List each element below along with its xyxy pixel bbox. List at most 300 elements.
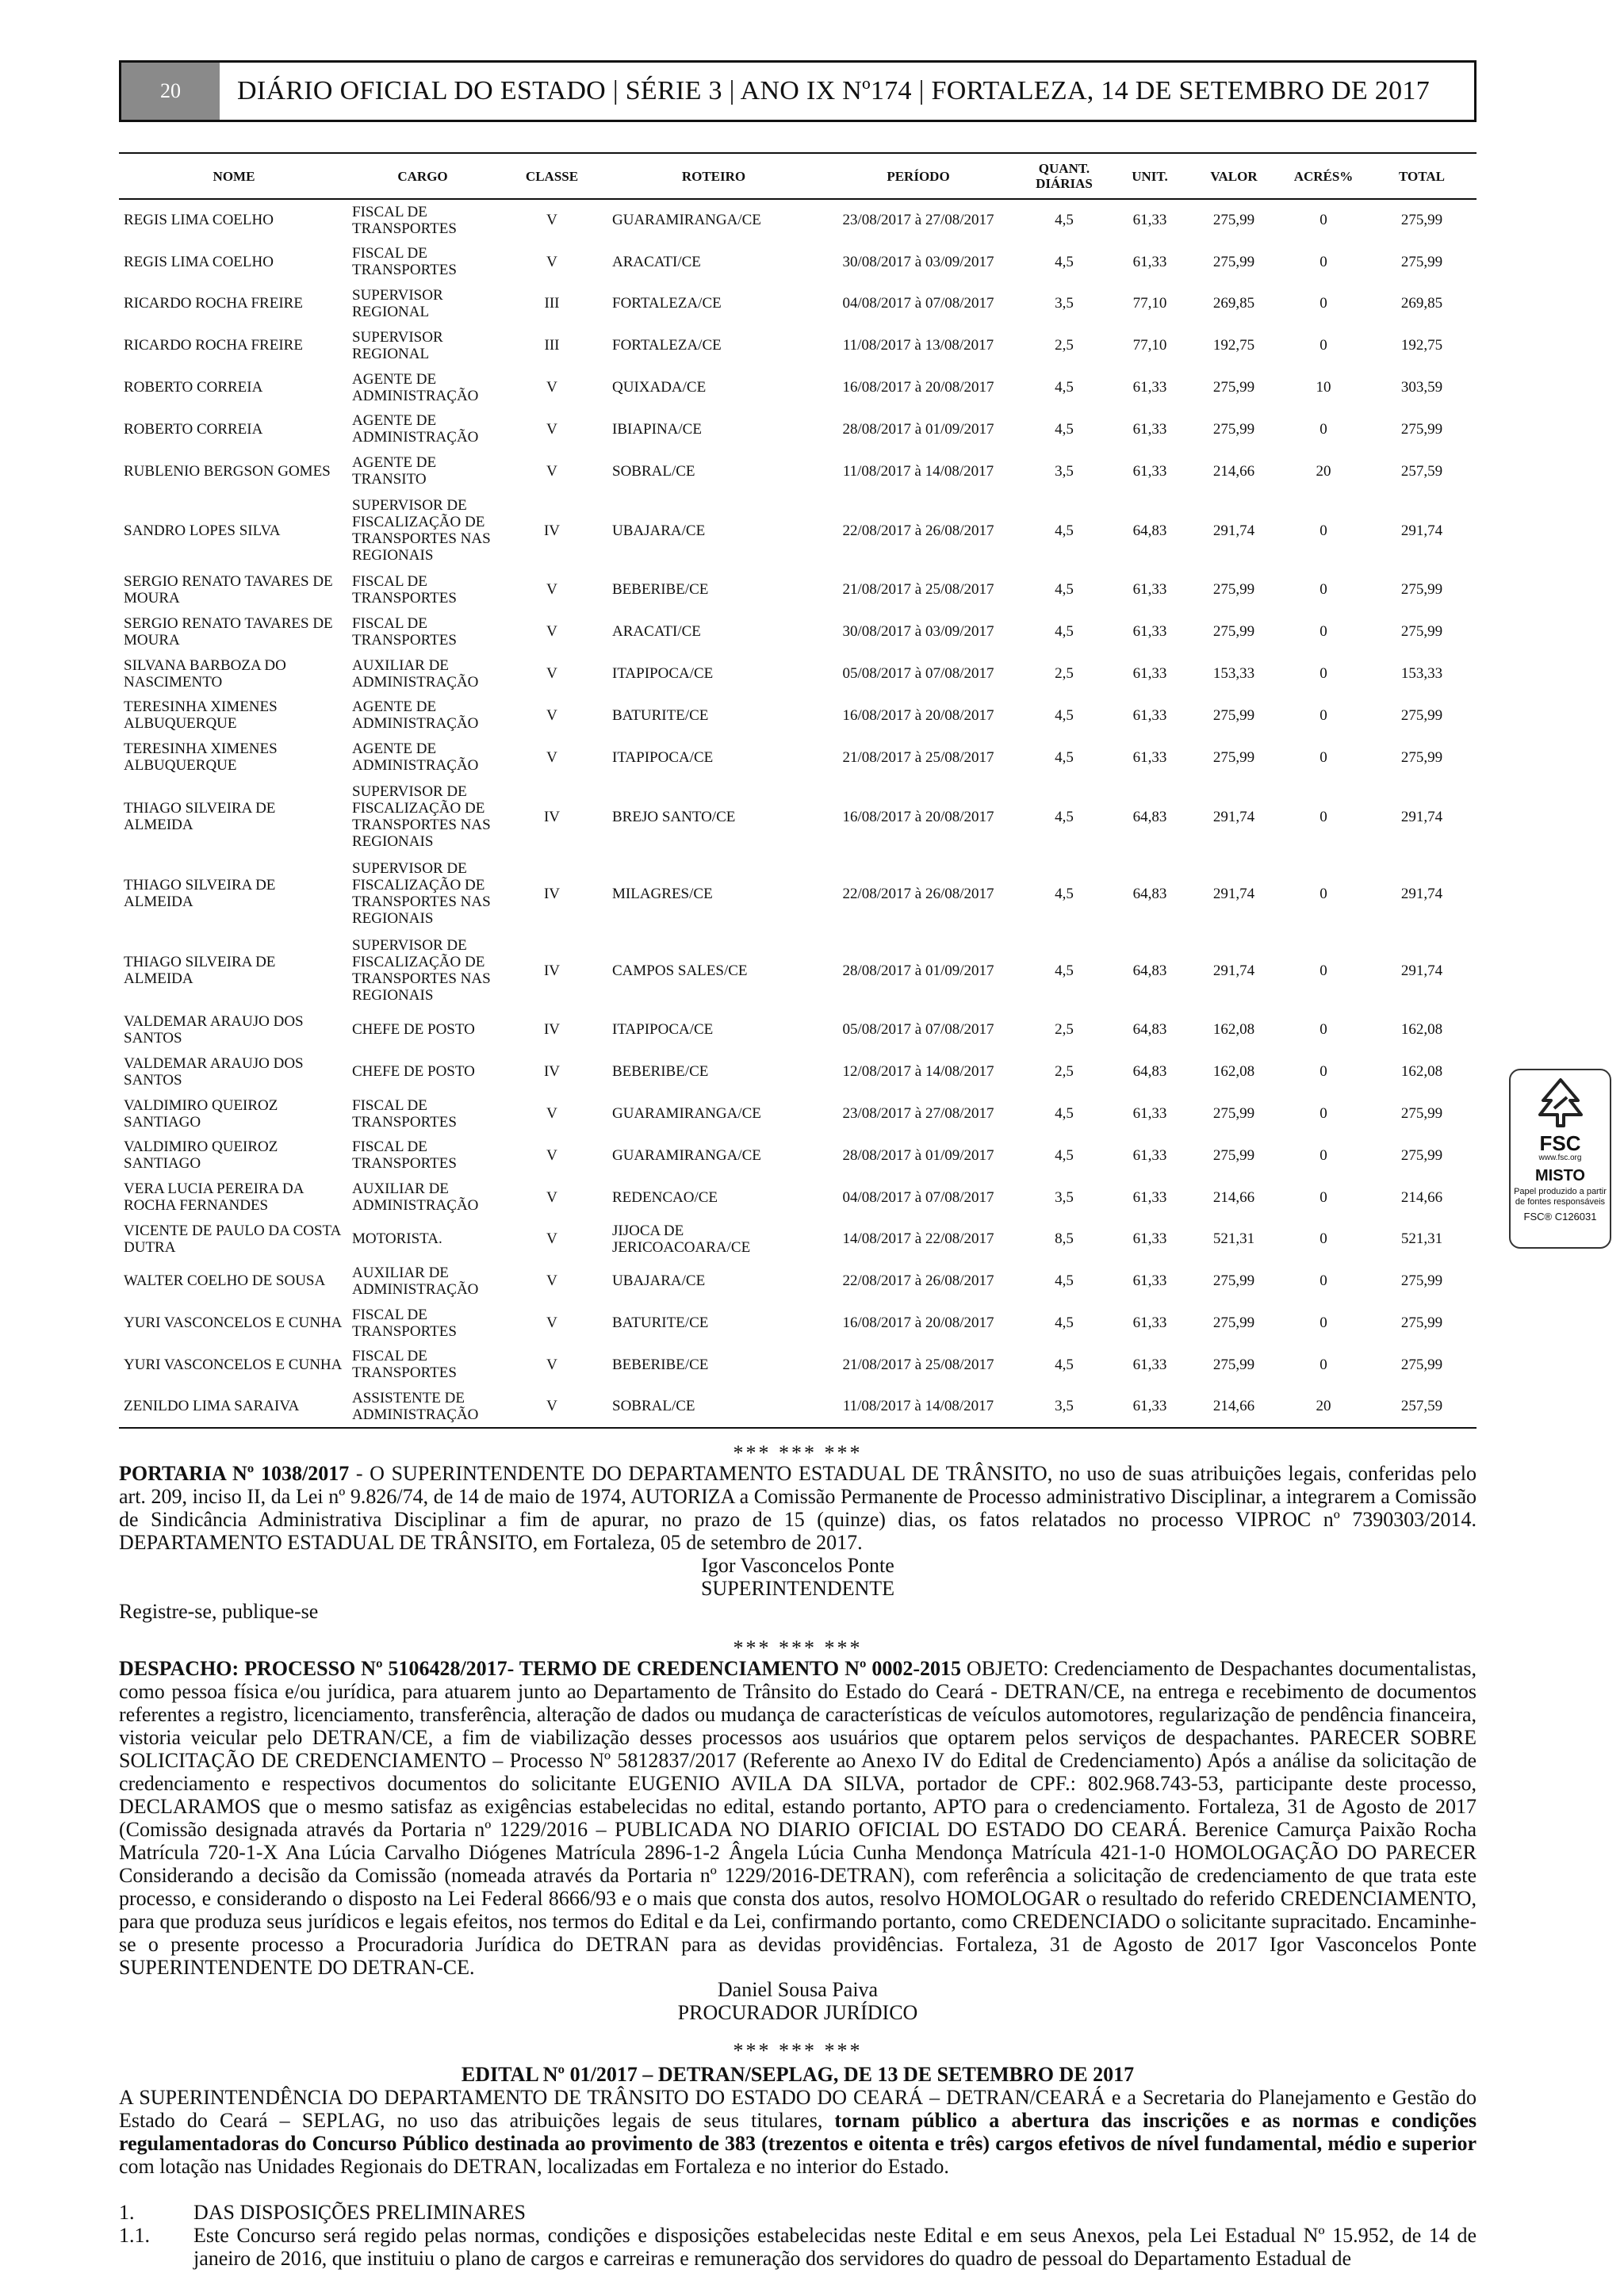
cell-roteiro: ITAPIPOCA/CE bbox=[612, 748, 714, 766]
cell-unit: 64,83 bbox=[1132, 522, 1167, 539]
cell-valor: 275,99 bbox=[1212, 1356, 1255, 1373]
col-quant: QUANT. DIÁRIAS bbox=[1017, 153, 1112, 199]
cell-nome: ROBERTO CORREIA bbox=[124, 420, 263, 438]
cell-periodo: 16/08/2017 à 20/08/2017 bbox=[842, 379, 994, 396]
cell-cargo: AGENTE DE TRANSITO bbox=[352, 454, 437, 488]
cell-valor: 214,66 bbox=[1212, 1188, 1255, 1206]
cell-nome: WALTER COELHO DE SOUSA bbox=[124, 1272, 326, 1290]
cell-cargo: AGENTE DE ADMINISTRAÇÃO bbox=[352, 412, 479, 446]
cell-unit: 77,10 bbox=[1132, 295, 1167, 312]
col-unit: UNIT. bbox=[1112, 153, 1188, 199]
cell-roteiro: IBIAPINA/CE bbox=[612, 420, 702, 438]
cell-unit: 77,10 bbox=[1132, 337, 1167, 354]
col-roteiro: ROTEIRO bbox=[607, 153, 820, 199]
cell-periodo: 22/08/2017 à 26/08/2017 bbox=[842, 885, 994, 902]
cell-valor: 275,99 bbox=[1212, 706, 1255, 724]
cell-quant: 8,5 bbox=[1055, 1230, 1074, 1248]
portaria-block bbox=[119, 1462, 1477, 1554]
cell-classe: V bbox=[546, 1230, 557, 1248]
cell-quant: 3,5 bbox=[1017, 1386, 1112, 1428]
table-row bbox=[119, 1260, 1477, 1302]
item-text: Este Concurso será regido pelas normas, condições e disposições estabelecidas neste Edital e em seus Anexos, pela Lei Estadual Nº 15.952, de 14 de janeiro de 2016, que instituiu o plano de cargos e carreiras e remuneração dos servidores do quadro de pessoal do Departamento Estadual de bbox=[193, 2224, 1477, 2270]
cell-quant: 4,5 bbox=[1055, 808, 1074, 825]
cell-quant: 4,5 bbox=[1055, 581, 1074, 599]
cell-classe: IV bbox=[543, 1021, 561, 1039]
cell-quant: 3,5 bbox=[1055, 1188, 1074, 1206]
table-row bbox=[119, 1135, 1477, 1177]
cell-roteiro: BATURITE/CE bbox=[612, 706, 709, 724]
table-row bbox=[119, 324, 1477, 366]
cell-total: 275,99 bbox=[1400, 1105, 1443, 1123]
cell-valor: 214,66 bbox=[1212, 462, 1255, 480]
cell-cargo: AUXILIAR DE ADMINISTRAÇÃO bbox=[352, 656, 479, 691]
cell-periodo: 04/08/2017 à 07/08/2017 bbox=[842, 1188, 994, 1206]
cell-periodo: 21/08/2017 à 25/08/2017 bbox=[842, 1356, 994, 1373]
cell-roteiro: BREJO SANTO/CE bbox=[612, 808, 736, 825]
cell-acres: 20 bbox=[1316, 462, 1331, 480]
cell-cargo: FISCAL DE TRANSPORTES bbox=[352, 572, 457, 607]
cell-total: 291,74 bbox=[1400, 522, 1443, 539]
cell-classe: V bbox=[546, 665, 557, 683]
cell-classe: V bbox=[546, 379, 557, 396]
cell-total: 275,99 bbox=[1400, 1146, 1443, 1164]
cell-classe: V bbox=[546, 623, 557, 641]
cell-unit: 61,33 bbox=[1132, 665, 1167, 683]
cell-periodo: 16/08/2017 à 20/08/2017 bbox=[842, 808, 994, 825]
cell-cargo: AGENTE DE ADMINISTRAÇÃO bbox=[352, 698, 479, 733]
cell-valor: 275,99 bbox=[1212, 1105, 1255, 1123]
table-row bbox=[119, 1219, 1477, 1261]
cell-roteiro: UBAJARA/CE bbox=[612, 1272, 706, 1290]
cell-valor: 275,99 bbox=[1212, 379, 1255, 396]
item-number: 1.1. bbox=[119, 2224, 150, 2247]
table-row bbox=[119, 1177, 1477, 1219]
cell-acres: 20 bbox=[1280, 1386, 1367, 1428]
cell-quant: 4,5 bbox=[1055, 706, 1074, 724]
cell-periodo: 30/08/2017 à 03/09/2017 bbox=[842, 623, 994, 641]
cell-acres: 0 bbox=[1320, 253, 1327, 270]
table-row bbox=[119, 450, 1477, 492]
item-text: DAS DISPOSIÇÕES PRELIMINARES bbox=[193, 2201, 526, 2224]
cell-valor: 521,31 bbox=[1212, 1230, 1255, 1248]
cell-nome: THIAGO SILVEIRA DE ALMEIDA bbox=[124, 877, 276, 911]
cell-valor: 291,74 bbox=[1212, 962, 1255, 979]
cell-classe: V bbox=[546, 1105, 557, 1123]
cell-classe: IV bbox=[543, 1063, 561, 1081]
cell-quant: 4,5 bbox=[1055, 885, 1074, 902]
cell-acres: 0 bbox=[1320, 748, 1327, 766]
cell-classe: III bbox=[544, 337, 560, 354]
cell-acres: 0 bbox=[1320, 295, 1327, 312]
portaria-signer: Igor Vasconcelos Ponte bbox=[701, 1554, 894, 1577]
portaria-register: Registre-se, publique-se bbox=[119, 1600, 319, 1623]
cell-nome: YURI VASCONCELOS E CUNHA bbox=[124, 1356, 343, 1373]
cell-periodo: 21/08/2017 à 25/08/2017 bbox=[842, 748, 994, 766]
cell-valor: 275,99 bbox=[1212, 1272, 1255, 1290]
cell-total: 291,74 bbox=[1400, 808, 1443, 825]
table-row bbox=[119, 408, 1477, 450]
cell-periodo: 11/08/2017 à 14/08/2017 bbox=[820, 1386, 1017, 1428]
cell-classe: IV bbox=[543, 522, 561, 539]
cell-quant: 4,5 bbox=[1055, 1356, 1074, 1373]
cell-acres: 0 bbox=[1320, 522, 1327, 539]
cell-periodo: 28/08/2017 à 01/09/2017 bbox=[842, 962, 994, 979]
cell-total: 275,99 bbox=[1400, 1314, 1443, 1332]
cell-quant: 4,5 bbox=[1055, 748, 1074, 766]
cell-acres: 0 bbox=[1320, 1105, 1327, 1123]
edital-heading-text: EDITAL Nº 01/2017 – DETRAN/SEPLAG, DE 13 DE SETEMBRO DE 2017 bbox=[461, 2063, 1135, 2086]
cell-unit: 64,83 bbox=[1132, 808, 1167, 825]
cell-cargo: AGENTE DE ADMINISTRAÇÃO bbox=[352, 740, 479, 775]
cell-quant: 2,5 bbox=[1055, 337, 1074, 354]
cell-roteiro: MILAGRES/CE bbox=[612, 885, 713, 902]
cell-nome: RICARDO ROCHA FREIRE bbox=[124, 337, 303, 354]
cell-roteiro: QUIXADA/CE bbox=[612, 379, 707, 396]
despacho-heading: DESPACHO: PROCESSO Nº 5106428/2017- TERMO DE CREDENCIAMENTO Nº 0002-2015 bbox=[119, 1657, 962, 1680]
cell-quant: 3,5 bbox=[1055, 462, 1074, 480]
cell-cargo: SUPERVISOR REGIONAL bbox=[352, 328, 443, 362]
edital-text-b: com lotação nas Unidades Regionais do DETRAN, localizadas em Fortaleza e no interior do Estado. bbox=[119, 2155, 949, 2178]
cell-quant: 4,5 bbox=[1055, 1314, 1074, 1332]
fsc-brand: FSC bbox=[1539, 1131, 1581, 1155]
separator-3: *** *** *** bbox=[733, 2039, 863, 2062]
cell-nome: SILVANA BARBOZA DO NASCIMENTO bbox=[124, 656, 286, 691]
cell-cargo: SUPERVISOR DE FISCALIZAÇÃO DE TRANSPORTES NAS REGIONAIS bbox=[352, 860, 491, 928]
cell-unit: 61,33 bbox=[1132, 420, 1167, 438]
cell-roteiro: CAMPOS SALES/CE bbox=[612, 962, 748, 979]
cell-unit: 61,33 bbox=[1132, 1230, 1167, 1248]
fsc-seal bbox=[1509, 1069, 1611, 1249]
table-row bbox=[119, 283, 1477, 325]
cell-valor: 291,74 bbox=[1212, 885, 1255, 902]
diarias-table-wrap bbox=[119, 152, 1477, 1429]
cell-quant: 2,5 bbox=[1055, 1021, 1074, 1039]
cell-cargo: FISCAL DE TRANSPORTES bbox=[352, 1348, 457, 1382]
cell-nome: YURI VASCONCELOS E CUNHA bbox=[124, 1314, 343, 1332]
cell-nome: SERGIO RENATO TAVARES DE MOURA bbox=[124, 614, 333, 649]
cell-roteiro: SOBRAL/CE bbox=[607, 1386, 820, 1428]
cell-valor: 162,08 bbox=[1212, 1021, 1255, 1039]
cell-classe: V bbox=[546, 420, 557, 438]
col-cargo: CARGO bbox=[349, 153, 496, 199]
cell-total: 521,31 bbox=[1400, 1230, 1443, 1248]
cell-total: 275,99 bbox=[1400, 706, 1443, 724]
table-row bbox=[119, 569, 1477, 611]
cell-cargo: ASSISTENTE DE ADMINISTRAÇÃO bbox=[349, 1386, 496, 1428]
cell-valor: 162,08 bbox=[1212, 1063, 1255, 1081]
cell-roteiro: FORTALEZA/CE bbox=[612, 295, 722, 312]
cell-total: 275,99 bbox=[1400, 420, 1443, 438]
cell-periodo: 12/08/2017 à 14/08/2017 bbox=[842, 1063, 994, 1081]
cell-valor: 214,66 bbox=[1188, 1386, 1280, 1428]
cell-total: 275,99 bbox=[1400, 1272, 1443, 1290]
cell-nome: VERA LUCIA PEREIRA DA ROCHA FERNANDES bbox=[124, 1181, 304, 1215]
cell-classe: V bbox=[546, 1272, 557, 1290]
cell-unit: 61,33 bbox=[1132, 1188, 1167, 1206]
cell-roteiro: GUARAMIRANGA/CE bbox=[612, 1105, 761, 1123]
cell-total: 303,59 bbox=[1400, 379, 1443, 396]
edital-heading bbox=[119, 2063, 1477, 2086]
cell-periodo: 11/08/2017 à 14/08/2017 bbox=[842, 462, 994, 480]
cell-valor: 291,74 bbox=[1212, 808, 1255, 825]
cell-cargo: SUPERVISOR DE FISCALIZAÇÃO DE TRANSPORTES NAS REGIONAIS bbox=[352, 937, 491, 1004]
col-total: TOTAL bbox=[1367, 153, 1477, 199]
cell-acres: 10 bbox=[1316, 379, 1331, 396]
cell-roteiro: BATURITE/CE bbox=[612, 1314, 709, 1332]
edital-text-a: A SUPERINTENDÊNCIA DO DEPARTAMENTO DE TRÂNSITO DO ESTADO DO CEARÁ – DETRAN/CEARÁ e a Secretaria do Planejamento e Gestão do Estado do Ceará – SEPLAG, no uso das atribuições legais de seus titulares, bbox=[119, 2086, 1477, 2132]
cell-quant: 4,5 bbox=[1055, 379, 1074, 396]
cell-cargo: FISCAL DE TRANSPORTES bbox=[352, 245, 457, 279]
cell-total: 275,99 bbox=[1400, 1356, 1443, 1373]
cell-periodo: 28/08/2017 à 01/09/2017 bbox=[842, 1146, 994, 1164]
cell-cargo: AUXILIAR DE ADMINISTRAÇÃO bbox=[352, 1264, 479, 1298]
cell-periodo: 14/08/2017 à 22/08/2017 bbox=[842, 1230, 994, 1248]
cell-quant: 2,5 bbox=[1055, 665, 1074, 683]
cell-acres: 0 bbox=[1320, 1188, 1327, 1206]
cell-roteiro: REDENCAO/CE bbox=[612, 1188, 718, 1206]
col-nome: NOME bbox=[119, 153, 349, 199]
cell-classe: V bbox=[546, 253, 557, 270]
cell-acres: 0 bbox=[1320, 1063, 1327, 1081]
cell-total: 291,74 bbox=[1400, 885, 1443, 902]
cell-acres: 0 bbox=[1320, 1021, 1327, 1039]
cell-unit: 61,33 bbox=[1132, 1314, 1167, 1332]
table-row bbox=[119, 492, 1477, 569]
cell-acres: 0 bbox=[1320, 808, 1327, 825]
cell-unit: 61,33 bbox=[1132, 581, 1167, 599]
cell-nome: VALDIMIRO QUEIROZ SANTIAGO bbox=[124, 1138, 278, 1173]
cell-total: 153,33 bbox=[1400, 665, 1443, 683]
cell-quant: 4,5 bbox=[1055, 522, 1074, 539]
cell-total: 275,99 bbox=[1400, 212, 1443, 229]
cell-periodo: 23/08/2017 à 27/08/2017 bbox=[842, 1105, 994, 1123]
cell-classe: III bbox=[544, 295, 560, 312]
cell-classe: V bbox=[546, 706, 557, 724]
cell-cargo: CHEFE DE POSTO bbox=[352, 1063, 475, 1081]
cell-quant: 4,5 bbox=[1055, 623, 1074, 641]
cell-valor: 275,99 bbox=[1212, 623, 1255, 641]
cell-valor: 192,75 bbox=[1212, 337, 1255, 354]
cell-valor: 275,99 bbox=[1212, 253, 1255, 270]
cell-unit: 64,83 bbox=[1132, 962, 1167, 979]
cell-quant: 4,5 bbox=[1055, 212, 1074, 229]
cell-classe: V bbox=[546, 1188, 557, 1206]
cell-classe: V bbox=[496, 1386, 607, 1428]
cell-nome: REGIS LIMA COELHO bbox=[124, 253, 274, 270]
table-header-row bbox=[119, 153, 1477, 199]
cell-roteiro: FORTALEZA/CE bbox=[612, 337, 722, 354]
cell-valor: 275,99 bbox=[1212, 1146, 1255, 1164]
cell-quant: 4,5 bbox=[1055, 1146, 1074, 1164]
cell-acres: 0 bbox=[1320, 420, 1327, 438]
table-row bbox=[119, 1050, 1477, 1093]
page-number: 20 bbox=[121, 63, 220, 120]
cell-nome: TERESINHA XIMENES ALBUQUERQUE bbox=[124, 740, 278, 775]
portaria-text: - O SUPERINTENDENTE DO DEPARTAMENTO ESTADUAL DE TRÂNSITO, no uso de suas atribuições legais, conferidas pelo art. 209, inciso II, da Lei nº 9.826/74, de 14 de maio de 1974, AUTORIZA a Comissão Permanente de Processo administrativo Disciplinar, a integrarem a Comissão de Sindicância Administrativa Disciplinar a fim de apurar, no prazo de 15 (quinze) dias, os fatos relatados no processo VIPROC nº 7390303/2014. DEPARTAMENTO ESTADUAL DE TRÂNSITO, em Fortaleza, 05 de setembro de 2017. bbox=[119, 1462, 1477, 1554]
cell-total: 214,66 bbox=[1400, 1188, 1443, 1206]
cell-acres: 0 bbox=[1320, 212, 1327, 229]
cell-nome: THIAGO SILVEIRA DE ALMEIDA bbox=[124, 954, 276, 988]
cell-total: 257,59 bbox=[1400, 462, 1443, 480]
cell-nome: THIAGO SILVEIRA DE ALMEIDA bbox=[124, 800, 276, 834]
cell-unit: 64,83 bbox=[1132, 1021, 1167, 1039]
table-row bbox=[119, 855, 1477, 932]
cell-acres: 0 bbox=[1320, 623, 1327, 641]
fsc-label: MISTO bbox=[1535, 1167, 1585, 1184]
cell-total: 257,59 bbox=[1367, 1386, 1477, 1428]
cell-unit: 61,33 bbox=[1112, 1386, 1188, 1428]
cell-quant: 2,5 bbox=[1055, 1063, 1074, 1081]
cell-cargo: CHEFE DE POSTO bbox=[352, 1021, 475, 1039]
cell-nome: VALDIMIRO QUEIROZ SANTIAGO bbox=[124, 1096, 278, 1131]
cell-nome: SANDRO LOPES SILVA bbox=[124, 522, 281, 539]
cell-cargo: AUXILIAR DE ADMINISTRAÇÃO bbox=[352, 1181, 479, 1215]
despacho-text: OBJETO: Credenciamento de Despachantes documentalistas, como pessoa física e/ou jurídica, para atuarem junto ao Departamento de Trânsito do Estado do Ceará - DETRAN/CE, na entrega e recebimento de documentos referentes a registro, licenciamento, transferência, alteração de dados ou mudança de características de veículos automotores, regularização de pendência financeira, vistoria veicular pelo DETRAN/CE, a fim de viabilização desses processos aos usuários que optarem pelos serviços de despachantes. PARECER SOBRE SOLICITAÇÃO DE CREDENCIAMENTO – Processo Nº 5812837/2017 (Referente ao Anexo IV do Edital de Credenciamento) Após a análise da solicitação de credenciamento e respectivos documentos do solicitante EUGENIO AVILA DA SILVA, portador de CPF.: 802.968.743-53, participante deste processo, DECLARAMOS que o mesmo satisfaz as exigências estabelecidas no edital, estando portanto, APTO para o credenciamento. Fortaleza, 31 de Agosto de 2017 (Comissão designada através da Portaria nº 1229/2016 – PUBLICADA NO DIARIO OFICIAL DO ESTADO DO CEARÁ. Berenice Camurça Paixão Rocha Matrícula 720-1-X Ana Lúcia Carvalho Diógenes Matrícula 2896-1-2 Ângela Lúcia Cunha Mendonça Matrícula 421-1-0 HOMOLOGAÇÃO DO PARECER Considerando a decisão da Comissão (nomeada através da Portaria nº 1229/2016-DETRAN), com referência a solicitação de credenciamento de que trata este processo, e considerando o disposto na Lei Federal 8666/93 e o mais que consta dos autos, resolvo HOMOLOGAR o resultado do referido CREDENCIAMENTO, para que produza seus jurídicos e legais efeitos, nos termos do Edital e da Lei, confirmando portanto, como CREDENCIADO o solicitante supracitado. Encaminhe-se o presente processo a Procuradoria Jurídica do DETRAN para as devidas providências. Fortaleza, 31 de Agosto de 2017 Igor Vasconcelos Ponte SUPERINTENDENTE DO DETRAN-CE. bbox=[119, 1657, 1477, 1979]
cell-classe: V bbox=[546, 1356, 557, 1373]
cell-total: 275,99 bbox=[1400, 748, 1443, 766]
table-row bbox=[119, 241, 1477, 283]
cell-periodo: 05/08/2017 à 07/08/2017 bbox=[842, 665, 994, 683]
table-row bbox=[119, 737, 1477, 779]
cell-valor: 153,33 bbox=[1212, 665, 1255, 683]
journal-title: DIÁRIO OFICIAL DO ESTADO | SÉRIE 3 | ANO IX Nº174 | FORTALEZA, 14 DE SETEMBRO DE 2017 bbox=[237, 76, 1431, 105]
cell-valor: 291,74 bbox=[1212, 522, 1255, 539]
cell-periodo: 16/08/2017 à 20/08/2017 bbox=[842, 706, 994, 724]
cell-total: 291,74 bbox=[1400, 962, 1443, 979]
fsc-url: www.fsc.org bbox=[1538, 1154, 1582, 1162]
cell-total: 275,99 bbox=[1400, 253, 1443, 270]
cell-nome: VALDEMAR ARAUJO DOS SANTOS bbox=[124, 1012, 304, 1047]
cell-periodo: 30/08/2017 à 03/09/2017 bbox=[842, 253, 994, 270]
cell-periodo: 28/08/2017 à 01/09/2017 bbox=[842, 420, 994, 438]
cell-acres: 0 bbox=[1320, 1146, 1327, 1164]
fsc-tree-icon bbox=[1511, 1077, 1610, 1133]
cell-classe: V bbox=[546, 581, 557, 599]
cell-unit: 61,33 bbox=[1132, 462, 1167, 480]
cell-nome: ROBERTO CORREIA bbox=[124, 379, 263, 396]
cell-unit: 61,33 bbox=[1132, 253, 1167, 270]
cell-periodo: 21/08/2017 à 25/08/2017 bbox=[842, 581, 994, 599]
table-row bbox=[119, 1386, 1477, 1428]
cell-valor: 269,85 bbox=[1212, 295, 1255, 312]
table-row bbox=[119, 695, 1477, 737]
cell-acres: 0 bbox=[1320, 337, 1327, 354]
cell-quant: 4,5 bbox=[1055, 253, 1074, 270]
portaria-heading: PORTARIA Nº 1038/2017 bbox=[119, 1462, 350, 1485]
cell-unit: 61,33 bbox=[1132, 1105, 1167, 1123]
cell-periodo: 22/08/2017 à 26/08/2017 bbox=[842, 1272, 994, 1290]
cell-classe: V bbox=[546, 1314, 557, 1332]
cell-nome: TERESINHA XIMENES ALBUQUERQUE bbox=[124, 698, 278, 733]
cell-valor: 275,99 bbox=[1212, 581, 1255, 599]
separator-1: *** *** *** bbox=[733, 1441, 863, 1464]
cell-periodo: 16/08/2017 à 20/08/2017 bbox=[842, 1314, 994, 1332]
col-acres: ACRÉS% bbox=[1280, 153, 1367, 199]
col-valor: VALOR bbox=[1188, 153, 1280, 199]
cell-periodo: 05/08/2017 à 07/08/2017 bbox=[842, 1021, 994, 1039]
cell-roteiro: BEBERIBE/CE bbox=[612, 581, 709, 599]
cell-cargo: FISCAL DE TRANSPORTES bbox=[352, 1096, 457, 1131]
cell-valor: 275,99 bbox=[1212, 420, 1255, 438]
table-row bbox=[119, 932, 1477, 1009]
cell-quant: 4,5 bbox=[1055, 962, 1074, 979]
page-header bbox=[119, 60, 1477, 122]
table-row bbox=[119, 652, 1477, 695]
cell-classe: V bbox=[546, 748, 557, 766]
cell-quant: 4,5 bbox=[1055, 1105, 1074, 1123]
cell-unit: 61,33 bbox=[1132, 379, 1167, 396]
cell-roteiro: SOBRAL/CE bbox=[612, 462, 695, 480]
cell-roteiro: JIJOCA DE JERICOACOARA/CE bbox=[612, 1222, 751, 1256]
cell-roteiro: GUARAMIRANGA/CE bbox=[612, 212, 761, 229]
item-number: 1. bbox=[119, 2201, 135, 2224]
cell-cargo: FISCAL DE TRANSPORTES bbox=[352, 1306, 457, 1340]
col-classe: CLASSE bbox=[496, 153, 607, 199]
cell-periodo: 23/08/2017 à 27/08/2017 bbox=[842, 212, 994, 229]
fsc-code: FSC® C126031 bbox=[1523, 1211, 1597, 1223]
cell-nome: RICARDO ROCHA FREIRE bbox=[124, 295, 303, 312]
cell-quant: 4,5 bbox=[1055, 420, 1074, 438]
cell-classe: V bbox=[546, 1146, 557, 1164]
cell-cargo: SUPERVISOR REGIONAL bbox=[352, 286, 443, 320]
fsc-desc: Papel produzido a partir de fontes responsáveis bbox=[1514, 1187, 1607, 1207]
portaria-signer-role: SUPERINTENDENTE bbox=[700, 1577, 895, 1600]
cell-classe: V bbox=[546, 212, 557, 229]
cell-acres: 0 bbox=[1320, 706, 1327, 724]
cell-valor: 275,99 bbox=[1212, 212, 1255, 229]
diarias-table bbox=[119, 152, 1477, 1429]
table-row bbox=[119, 1093, 1477, 1135]
cell-unit: 64,83 bbox=[1132, 1063, 1167, 1081]
cell-classe: IV bbox=[543, 808, 561, 825]
cell-unit: 61,33 bbox=[1132, 623, 1167, 641]
cell-nome: VICENTE DE PAULO DA COSTA DUTRA bbox=[124, 1222, 341, 1256]
cell-quant: 4,5 bbox=[1055, 1272, 1074, 1290]
cell-unit: 61,33 bbox=[1132, 706, 1167, 724]
table-row bbox=[119, 610, 1477, 652]
cell-roteiro: UBAJARA/CE bbox=[612, 522, 706, 539]
cell-periodo: 22/08/2017 à 26/08/2017 bbox=[842, 522, 994, 539]
table-row bbox=[119, 1344, 1477, 1386]
cell-cargo: SUPERVISOR DE FISCALIZAÇÃO DE TRANSPORTES NAS REGIONAIS bbox=[352, 497, 491, 564]
cell-roteiro: ITAPIPOCA/CE bbox=[612, 665, 714, 683]
cell-acres: 0 bbox=[1320, 1272, 1327, 1290]
col-periodo: PERÍODO bbox=[820, 153, 1017, 199]
cell-nome: REGIS LIMA COELHO bbox=[124, 212, 274, 229]
cell-total: 162,08 bbox=[1400, 1021, 1443, 1039]
despacho-signer-role: PROCURADOR JURÍDICO bbox=[677, 2001, 918, 2024]
cell-acres: 0 bbox=[1320, 1230, 1327, 1248]
cell-total: 275,99 bbox=[1400, 581, 1443, 599]
cell-classe: IV bbox=[543, 962, 561, 979]
cell-nome: VALDEMAR ARAUJO DOS SANTOS bbox=[124, 1054, 304, 1089]
cell-roteiro: BEBERIBE/CE bbox=[612, 1356, 709, 1373]
despacho-signer: Daniel Sousa Paiva bbox=[717, 1978, 879, 2001]
table-row bbox=[119, 779, 1477, 855]
cell-nome: RUBLENIO BERGSON GOMES bbox=[124, 462, 331, 480]
separator-2: *** *** *** bbox=[733, 1636, 863, 1659]
cell-total: 162,08 bbox=[1400, 1063, 1443, 1081]
despacho-block bbox=[119, 1657, 1477, 1979]
cell-periodo: 04/08/2017 à 07/08/2017 bbox=[842, 295, 994, 312]
cell-periodo: 11/08/2017 à 13/08/2017 bbox=[842, 337, 994, 354]
table-row bbox=[119, 199, 1477, 241]
cell-unit: 61,33 bbox=[1132, 1272, 1167, 1290]
cell-acres: 0 bbox=[1320, 581, 1327, 599]
cell-acres: 0 bbox=[1320, 962, 1327, 979]
cell-cargo: SUPERVISOR DE FISCALIZAÇÃO DE TRANSPORTES NAS REGIONAIS bbox=[352, 783, 491, 851]
cell-total: 275,99 bbox=[1400, 623, 1443, 641]
